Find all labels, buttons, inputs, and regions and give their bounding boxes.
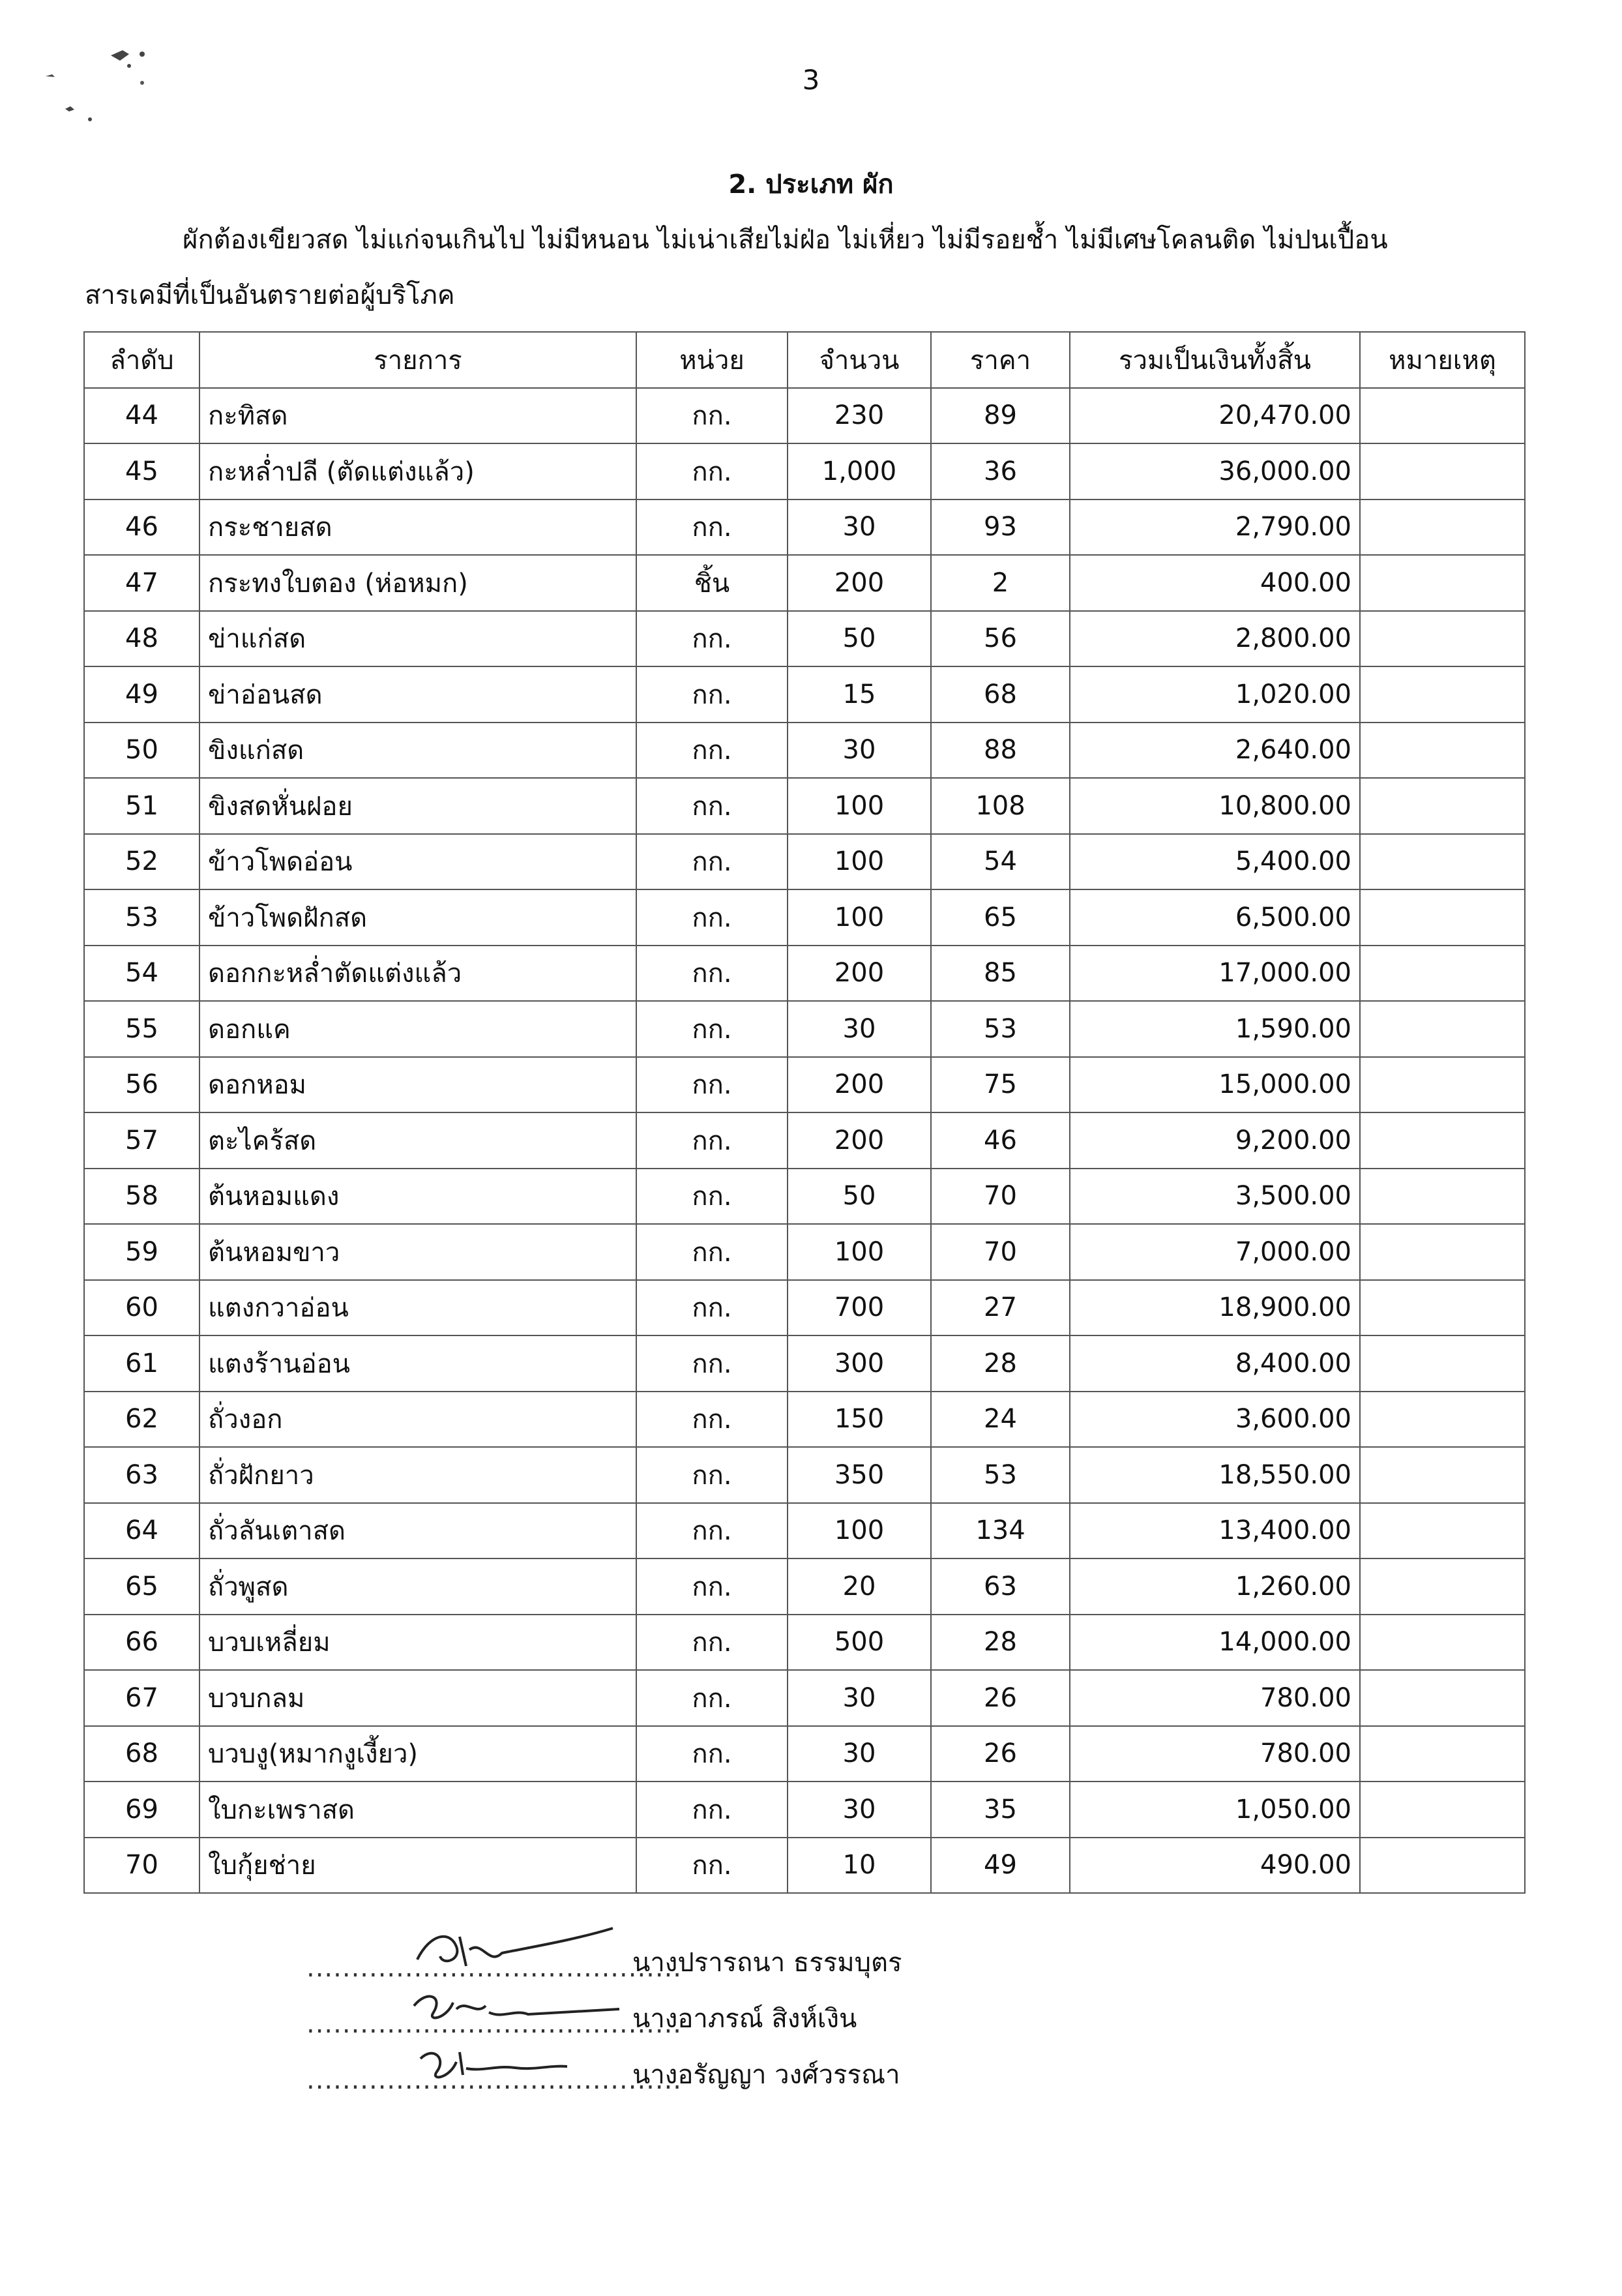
cell-total: 3,600.00 bbox=[1070, 1392, 1360, 1448]
cell-unit: กก. bbox=[636, 723, 788, 779]
cell-total: 20,470.00 bbox=[1070, 388, 1360, 444]
cell-note bbox=[1360, 723, 1525, 779]
table-row bbox=[84, 499, 1525, 556]
cell-unit: กก. bbox=[636, 666, 788, 723]
cell-price: 65 bbox=[931, 889, 1070, 946]
table-row bbox=[84, 1335, 1525, 1392]
cell-no: 61 bbox=[84, 1335, 199, 1392]
cell-quantity: 200 bbox=[788, 1057, 931, 1113]
cell-price: 88 bbox=[931, 723, 1070, 779]
cell-item: บวบเหลี่ยม bbox=[199, 1615, 636, 1671]
cell-quantity: 200 bbox=[788, 555, 931, 611]
cell-total: 10,800.00 bbox=[1070, 778, 1360, 834]
cell-price: 49 bbox=[931, 1838, 1070, 1894]
cell-note bbox=[1360, 778, 1525, 834]
cell-quantity: 30 bbox=[788, 1726, 931, 1782]
cell-unit: กก. bbox=[636, 1224, 788, 1280]
cell-quantity: 200 bbox=[788, 1112, 931, 1169]
signature-dots: .......................................... bbox=[306, 2009, 683, 2039]
cell-quantity: 10 bbox=[788, 1838, 931, 1894]
cell-note bbox=[1360, 1615, 1525, 1671]
cell-unit: กก. bbox=[636, 1503, 788, 1559]
cell-total: 400.00 bbox=[1070, 555, 1360, 611]
cell-no: 67 bbox=[84, 1670, 199, 1726]
cell-no: 64 bbox=[84, 1503, 199, 1559]
cell-price: 28 bbox=[931, 1615, 1070, 1671]
cell-price: 89 bbox=[931, 388, 1070, 444]
cell-note bbox=[1360, 834, 1525, 890]
cell-price: 56 bbox=[931, 611, 1070, 667]
table-row bbox=[84, 889, 1525, 946]
cell-quantity: 150 bbox=[788, 1392, 931, 1448]
header-unit: หน่วย bbox=[636, 332, 788, 388]
table-row bbox=[84, 555, 1525, 611]
cell-item: ข้าวโพดฝักสด bbox=[199, 889, 636, 946]
cell-note bbox=[1360, 1782, 1525, 1838]
cell-unit: กก. bbox=[636, 1392, 788, 1448]
table-row bbox=[84, 1447, 1525, 1503]
section-title: 2. ประเภท ผัก bbox=[728, 170, 894, 200]
table-row bbox=[84, 1057, 1525, 1113]
cell-price: 70 bbox=[931, 1169, 1070, 1225]
cell-unit: กก. bbox=[636, 1112, 788, 1169]
cell-total: 490.00 bbox=[1070, 1838, 1360, 1894]
cell-price: 36 bbox=[931, 443, 1070, 499]
handwritten-signature bbox=[404, 2039, 619, 2091]
header-note: หมายเหตุ bbox=[1360, 332, 1525, 388]
cell-no: 53 bbox=[84, 889, 199, 946]
cell-unit: กก. bbox=[636, 499, 788, 556]
header-no: ลำดับ bbox=[84, 332, 199, 388]
cell-quantity: 30 bbox=[788, 1782, 931, 1838]
signature-line bbox=[306, 1983, 902, 2039]
table-row bbox=[84, 666, 1525, 723]
table-row bbox=[84, 723, 1525, 779]
cell-total: 1,020.00 bbox=[1070, 666, 1360, 723]
cell-unit: กก. bbox=[636, 1447, 788, 1503]
cell-no: 47 bbox=[84, 555, 199, 611]
cell-item: ต้นหอมแดง bbox=[199, 1169, 636, 1225]
cell-item: ใบกะเพราสด bbox=[199, 1782, 636, 1838]
cell-quantity: 100 bbox=[788, 778, 931, 834]
cell-no: 63 bbox=[84, 1447, 199, 1503]
cell-item: ถั่วลันเตาสด bbox=[199, 1503, 636, 1559]
cell-note bbox=[1360, 555, 1525, 611]
cell-item: ข่าแก่สด bbox=[199, 611, 636, 667]
cell-total: 1,050.00 bbox=[1070, 1782, 1360, 1838]
cell-no: 56 bbox=[84, 1057, 199, 1113]
cell-note bbox=[1360, 1001, 1525, 1057]
cell-quantity: 30 bbox=[788, 1670, 931, 1726]
cell-unit: กก. bbox=[636, 834, 788, 890]
cell-price: 27 bbox=[931, 1280, 1070, 1336]
cell-note bbox=[1360, 1057, 1525, 1113]
cell-price: 46 bbox=[931, 1112, 1070, 1169]
cell-total: 3,500.00 bbox=[1070, 1169, 1360, 1225]
cell-note bbox=[1360, 946, 1525, 1002]
cell-total: 18,900.00 bbox=[1070, 1280, 1360, 1336]
table-row bbox=[84, 1112, 1525, 1169]
cell-quantity: 100 bbox=[788, 1224, 931, 1280]
cell-item: ดอกแค bbox=[199, 1001, 636, 1057]
cell-no: 59 bbox=[84, 1224, 199, 1280]
cell-item: กะหล่ำปลี (ตัดแต่งแล้ว) bbox=[199, 443, 636, 499]
cell-price: 70 bbox=[931, 1224, 1070, 1280]
cell-total: 1,260.00 bbox=[1070, 1558, 1360, 1615]
intro-line-1: ผักต้องเขียวสด ไม่แก่จนเกินไป ไม่มีหนอน ไม่เน่าเสียไม่ฝ่อ ไม่เหี่ยว ไม่มีรอยช้ำ ไม่มีเศษโคลนติด ไม่ปนเปื้อน bbox=[183, 225, 1388, 255]
header-price: ราคา bbox=[931, 332, 1070, 388]
cell-quantity: 30 bbox=[788, 499, 931, 556]
cell-unit: กก. bbox=[636, 1782, 788, 1838]
cell-total: 2,800.00 bbox=[1070, 611, 1360, 667]
cell-total: 9,200.00 bbox=[1070, 1112, 1360, 1169]
cell-no: 51 bbox=[84, 778, 199, 834]
table-row bbox=[84, 1782, 1525, 1838]
signature-block bbox=[306, 1927, 902, 2095]
handwritten-signature bbox=[404, 1920, 619, 1979]
cell-total: 2,640.00 bbox=[1070, 723, 1360, 779]
cell-note bbox=[1360, 1447, 1525, 1503]
signer-name: นางปรารถนา ธรรมบุตร bbox=[632, 1948, 902, 1978]
cell-no: 52 bbox=[84, 834, 199, 890]
cell-note bbox=[1360, 889, 1525, 946]
cell-item: ถั่วฝักยาว bbox=[199, 1447, 636, 1503]
cell-quantity: 20 bbox=[788, 1558, 931, 1615]
cell-price: 108 bbox=[931, 778, 1070, 834]
cell-no: 54 bbox=[84, 946, 199, 1002]
cell-no: 66 bbox=[84, 1615, 199, 1671]
cell-note bbox=[1360, 1224, 1525, 1280]
cell-quantity: 100 bbox=[788, 889, 931, 946]
cell-note bbox=[1360, 1838, 1525, 1894]
cell-total: 6,500.00 bbox=[1070, 889, 1360, 946]
cell-no: 70 bbox=[84, 1838, 199, 1894]
cell-note bbox=[1360, 1726, 1525, 1782]
cell-price: 53 bbox=[931, 1001, 1070, 1057]
cell-unit: กก. bbox=[636, 1335, 788, 1392]
cell-price: 2 bbox=[931, 555, 1070, 611]
cell-total: 780.00 bbox=[1070, 1670, 1360, 1726]
cell-item: ถั่วงอก bbox=[199, 1392, 636, 1448]
cell-total: 780.00 bbox=[1070, 1726, 1360, 1782]
cell-item: ขิงแก่สด bbox=[199, 723, 636, 779]
table-row bbox=[84, 1392, 1525, 1448]
cell-total: 2,790.00 bbox=[1070, 499, 1360, 556]
cell-total: 15,000.00 bbox=[1070, 1057, 1360, 1113]
cell-item: ดอกกะหล่ำตัดแต่งแล้ว bbox=[199, 946, 636, 1002]
cell-item: ใบกุ้ยช่าย bbox=[199, 1838, 636, 1894]
table-row bbox=[84, 1558, 1525, 1615]
cell-total: 7,000.00 bbox=[1070, 1224, 1360, 1280]
cell-total: 14,000.00 bbox=[1070, 1615, 1360, 1671]
table-row bbox=[84, 611, 1525, 667]
table-row bbox=[84, 834, 1525, 890]
cell-item: ข้าวโพดอ่อน bbox=[199, 834, 636, 890]
cell-unit: กก. bbox=[636, 1615, 788, 1671]
cell-note bbox=[1360, 499, 1525, 556]
cell-quantity: 100 bbox=[788, 1503, 931, 1559]
cell-unit: ชิ้น bbox=[636, 555, 788, 611]
cell-unit: กก. bbox=[636, 946, 788, 1002]
cell-unit: กก. bbox=[636, 388, 788, 444]
cell-no: 62 bbox=[84, 1392, 199, 1448]
cell-unit: กก. bbox=[636, 1726, 788, 1782]
signer-name: นางอาภรณ์ สิงห์เงิน bbox=[632, 2004, 857, 2034]
cell-price: 26 bbox=[931, 1726, 1070, 1782]
cell-price: 85 bbox=[931, 946, 1070, 1002]
cell-unit: กก. bbox=[636, 1169, 788, 1225]
cell-item: ข่าอ่อนสด bbox=[199, 666, 636, 723]
cell-price: 63 bbox=[931, 1558, 1070, 1615]
table-row bbox=[84, 1503, 1525, 1559]
cell-quantity: 350 bbox=[788, 1447, 931, 1503]
signature-line bbox=[306, 2039, 902, 2095]
cell-no: 46 bbox=[84, 499, 199, 556]
cell-unit: กก. bbox=[636, 778, 788, 834]
cell-price: 93 bbox=[931, 499, 1070, 556]
vegetable-price-table bbox=[83, 331, 1526, 1894]
cell-quantity: 300 bbox=[788, 1335, 931, 1392]
intro-line-2: สารเคมีที่เป็นอันตรายต่อผู้บริโภค bbox=[85, 280, 455, 310]
signature-dots: .......................................... bbox=[306, 1953, 683, 1983]
signature-dots: .......................................... bbox=[306, 2065, 683, 2095]
cell-unit: กก. bbox=[636, 1280, 788, 1336]
cell-unit: กก. bbox=[636, 889, 788, 946]
cell-price: 68 bbox=[931, 666, 1070, 723]
cell-item: ต้นหอมขาว bbox=[199, 1224, 636, 1280]
table-row bbox=[84, 1001, 1525, 1057]
cell-total: 8,400.00 bbox=[1070, 1335, 1360, 1392]
cell-no: 57 bbox=[84, 1112, 199, 1169]
cell-quantity: 50 bbox=[788, 611, 931, 667]
cell-unit: กก. bbox=[636, 1838, 788, 1894]
table-header-row bbox=[84, 332, 1525, 388]
cell-total: 13,400.00 bbox=[1070, 1503, 1360, 1559]
cell-quantity: 1,000 bbox=[788, 443, 931, 499]
cell-quantity: 500 bbox=[788, 1615, 931, 1671]
signer-name: นางอรัญญา วงศ์วรรณา bbox=[632, 2060, 900, 2090]
cell-quantity: 50 bbox=[788, 1169, 931, 1225]
cell-no: 49 bbox=[84, 666, 199, 723]
cell-no: 44 bbox=[84, 388, 199, 444]
cell-quantity: 30 bbox=[788, 1001, 931, 1057]
table-body bbox=[84, 388, 1525, 1894]
cell-quantity: 700 bbox=[788, 1280, 931, 1336]
table-row bbox=[84, 946, 1525, 1002]
header-item: รายการ bbox=[199, 332, 636, 388]
cell-no: 69 bbox=[84, 1782, 199, 1838]
cell-item: ตะไคร้สด bbox=[199, 1112, 636, 1169]
cell-unit: กก. bbox=[636, 1558, 788, 1615]
cell-item: กะทิสด bbox=[199, 388, 636, 444]
cell-note bbox=[1360, 388, 1525, 444]
cell-quantity: 230 bbox=[788, 388, 931, 444]
cell-price: 28 bbox=[931, 1335, 1070, 1392]
cell-item: แตงกวาอ่อน bbox=[199, 1280, 636, 1336]
cell-note bbox=[1360, 1169, 1525, 1225]
cell-quantity: 100 bbox=[788, 834, 931, 890]
header-quantity: จำนวน bbox=[788, 332, 931, 388]
cell-total: 36,000.00 bbox=[1070, 443, 1360, 499]
cell-quantity: 30 bbox=[788, 723, 931, 779]
table-row bbox=[84, 1280, 1525, 1336]
cell-note bbox=[1360, 1112, 1525, 1169]
cell-item: กระชายสด bbox=[199, 499, 636, 556]
table-row bbox=[84, 443, 1525, 499]
cell-quantity: 15 bbox=[788, 666, 931, 723]
cell-price: 134 bbox=[931, 1503, 1070, 1559]
cell-price: 24 bbox=[931, 1392, 1070, 1448]
cell-item: กระทงใบตอง (ห่อหมก) bbox=[199, 555, 636, 611]
cell-note bbox=[1360, 1503, 1525, 1559]
signature-line bbox=[306, 1927, 902, 1983]
cell-price: 53 bbox=[931, 1447, 1070, 1503]
table-row bbox=[84, 1670, 1525, 1726]
cell-unit: กก. bbox=[636, 611, 788, 667]
handwritten-signature bbox=[404, 1983, 619, 2035]
cell-price: 26 bbox=[931, 1670, 1070, 1726]
cell-no: 55 bbox=[84, 1001, 199, 1057]
cell-price: 54 bbox=[931, 834, 1070, 890]
cell-no: 65 bbox=[84, 1558, 199, 1615]
table-row bbox=[84, 1726, 1525, 1782]
cell-no: 58 bbox=[84, 1169, 199, 1225]
cell-unit: กก. bbox=[636, 443, 788, 499]
cell-note bbox=[1360, 1280, 1525, 1336]
cell-total: 1,590.00 bbox=[1070, 1001, 1360, 1057]
cell-price: 35 bbox=[931, 1782, 1070, 1838]
cell-item: ขิงสดหั่นฝอย bbox=[199, 778, 636, 834]
table-row bbox=[84, 388, 1525, 444]
table-row bbox=[84, 778, 1525, 834]
cell-item: บวบงู(หมากงูเงี้ยว) bbox=[199, 1726, 636, 1782]
table-row bbox=[84, 1169, 1525, 1225]
table-row bbox=[84, 1615, 1525, 1671]
page-number: 3 bbox=[802, 64, 820, 96]
cell-note bbox=[1360, 1392, 1525, 1448]
cell-total: 18,550.00 bbox=[1070, 1447, 1360, 1503]
cell-total: 5,400.00 bbox=[1070, 834, 1360, 890]
table-row bbox=[84, 1224, 1525, 1280]
header-total: รวมเป็นเงินทั้งสิ้น bbox=[1070, 332, 1360, 388]
cell-item: ถั่วพูสด bbox=[199, 1558, 636, 1615]
cell-note bbox=[1360, 611, 1525, 667]
cell-price: 75 bbox=[931, 1057, 1070, 1113]
cell-no: 50 bbox=[84, 723, 199, 779]
cell-no: 60 bbox=[84, 1280, 199, 1336]
cell-unit: กก. bbox=[636, 1057, 788, 1113]
table-row bbox=[84, 1838, 1525, 1894]
cell-no: 48 bbox=[84, 611, 199, 667]
cell-no: 68 bbox=[84, 1726, 199, 1782]
cell-total: 17,000.00 bbox=[1070, 946, 1360, 1002]
cell-item: ดอกหอม bbox=[199, 1057, 636, 1113]
cell-item: แตงร้านอ่อน bbox=[199, 1335, 636, 1392]
cell-item: บวบกลม bbox=[199, 1670, 636, 1726]
cell-note bbox=[1360, 1670, 1525, 1726]
cell-no: 45 bbox=[84, 443, 199, 499]
cell-note bbox=[1360, 1558, 1525, 1615]
cell-unit: กก. bbox=[636, 1001, 788, 1057]
cell-quantity: 200 bbox=[788, 946, 931, 1002]
cell-note bbox=[1360, 443, 1525, 499]
cell-note bbox=[1360, 1335, 1525, 1392]
cell-unit: กก. bbox=[636, 1670, 788, 1726]
cell-note bbox=[1360, 666, 1525, 723]
